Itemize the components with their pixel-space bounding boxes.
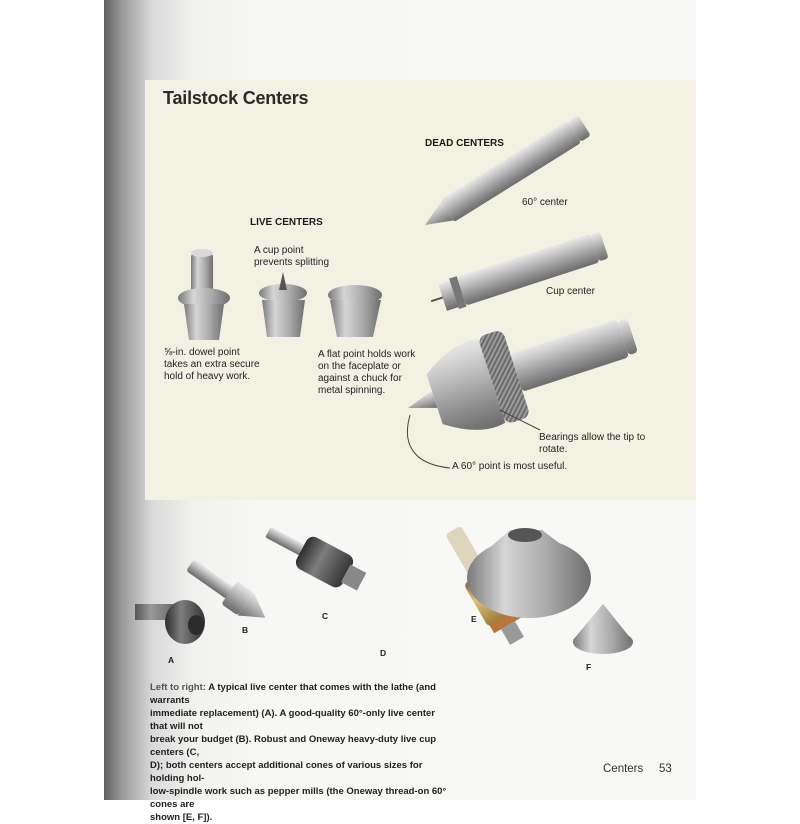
photo-letter-b: B [242, 625, 249, 635]
photo-letter-d: D [380, 648, 387, 658]
flat-point-note: A flat point holds work on the faceplate or against a chuck for metal spinning. [318, 349, 416, 396]
photo-letter-e: E [471, 614, 477, 624]
dead-centers-heading: DEAD CENTERS [425, 138, 504, 149]
label-60-center: 60° center [522, 197, 568, 208]
bearings-note: Bearings allow the tip to rotate. [539, 432, 646, 455]
live-centers-heading: LIVE CENTERS [250, 217, 323, 228]
dead-center-cup-drawing [426, 230, 609, 317]
sixty-point-note: A 60° point is most useful. [452, 461, 568, 472]
dowel-point-drawing [178, 249, 230, 340]
photo-live-center-a [135, 600, 205, 644]
page-title: Tailstock Centers [163, 88, 309, 108]
photo-cone-e [467, 528, 591, 618]
cup-point-note: A cup point prevents splitting [254, 245, 330, 268]
photo-caption: Left to right: A typical live center that comes with the lathe (and warrants immediate replacement) (A). A good-quality 60°-only live center that will not break your budget (B). Robust and Oneway heavy-duty live cup centers (C, D); both centers accept additional cones of various sizes for holding hol- low-spindle work such as pepper mills (the Oneway thread-on 60° cones are shown [E, F]). [150, 682, 447, 823]
live-center-drawing [394, 291, 647, 451]
cup-point-drawing [259, 272, 307, 337]
footer-section: Centers [603, 763, 644, 775]
photo-letter-f: F [586, 662, 592, 672]
photo-letter-c: C [322, 611, 329, 621]
dead-center-60-drawing [418, 114, 591, 236]
page-number: 53 [659, 763, 672, 775]
photo-letter-a: A [168, 655, 175, 665]
photo-cone-f [573, 604, 633, 654]
dowel-point-note: ⅝-in. dowel point takes an extra secure hold of heavy work. [164, 347, 260, 382]
photo-live-center-c [260, 516, 370, 598]
flat-point-drawing [328, 285, 382, 337]
label-cup-center: Cup center [546, 286, 595, 297]
